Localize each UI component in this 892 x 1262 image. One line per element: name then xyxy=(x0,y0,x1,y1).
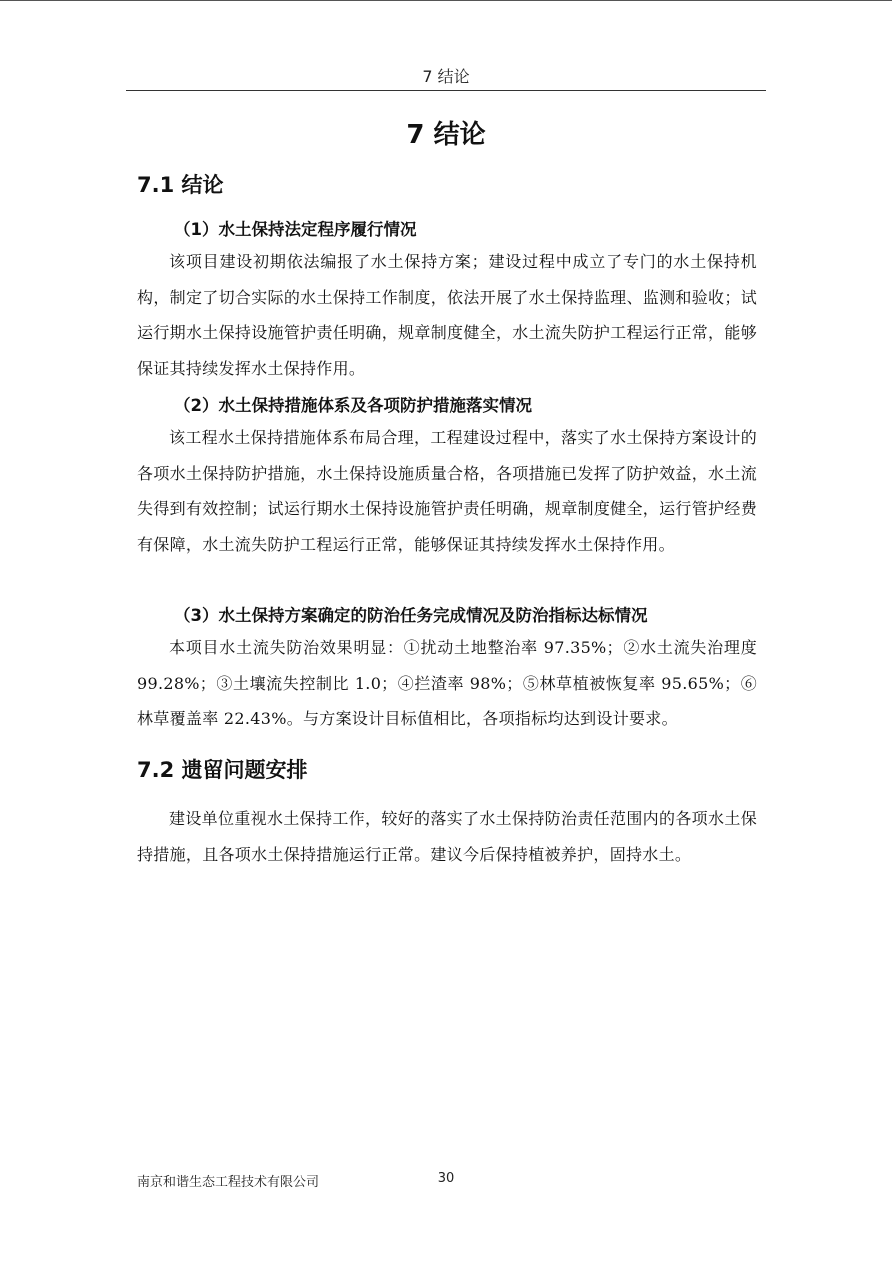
running-header: 7 结论 xyxy=(422,67,470,86)
subsection-title-3: （3）水土保持方案确定的防治任务完成情况及防治指标达标情况 xyxy=(174,606,648,625)
subsection-title-2: （2）水土保持措施体系及各项防护措施落实情况 xyxy=(174,396,532,415)
chapter-title: 7 结论 xyxy=(406,120,486,150)
section-heading-7-1: 7.1 结论 xyxy=(137,173,224,197)
paragraph-measures-system: 该工程水土保持措施体系布局合理，工程建设过程中，落实了水土保持方案设计的各项水土保持防护措施，水土保持设施质量合格，各项措施已发挥了防护效益，水土流失得到有效控制；试运行期水土保持设施管护责任明确，规章制度健全，运行管护经费有保障，水土流失防护工程运行正常，能够保证其持续发挥水土保持作用。 xyxy=(137,428,757,554)
paragraph-indicators: 本项目水土流失防治效果明显：①扰动土地整治率 97.35%；②水土流失治理度 99.28%；③土壤流失控制比 1.0；④拦渣率 98%；⑤林草植被恢复率 95.65%；⑥林草覆盖率 22.43%。与方案设计目标值相比，各项指标均达到设计要求。 xyxy=(137,638,757,728)
header-divider xyxy=(126,90,766,91)
footer-company-name: 南京和谐生态工程技术有限公司 xyxy=(137,1175,320,1190)
section-heading-7-2: 7.2 遗留问题安排 xyxy=(137,758,308,782)
paragraph-legal-procedure: 该项目建设初期依法编报了水土保持方案；建设过程中成立了专门的水土保持机构，制定了切合实际的水土保持工作制度，依法开展了水土保持监理、监测和验收；试运行期水土保持设施管护责任明确，规章制度健全，水土流失防护工程运行正常，能够保证其持续发挥水土保持作用。 xyxy=(137,252,757,378)
subsection-title-1: （1）水土保持法定程序履行情况 xyxy=(174,220,417,239)
paragraph-remaining-issues: 建设单位重视水土保持工作，较好的落实了水土保持防治责任范围内的各项水土保持措施，且各项水土保持措施运行正常。建议今后保持植被养护，固持水土。 xyxy=(137,809,757,864)
page-number: 30 xyxy=(437,1171,455,1186)
page-top-border xyxy=(0,0,892,1)
